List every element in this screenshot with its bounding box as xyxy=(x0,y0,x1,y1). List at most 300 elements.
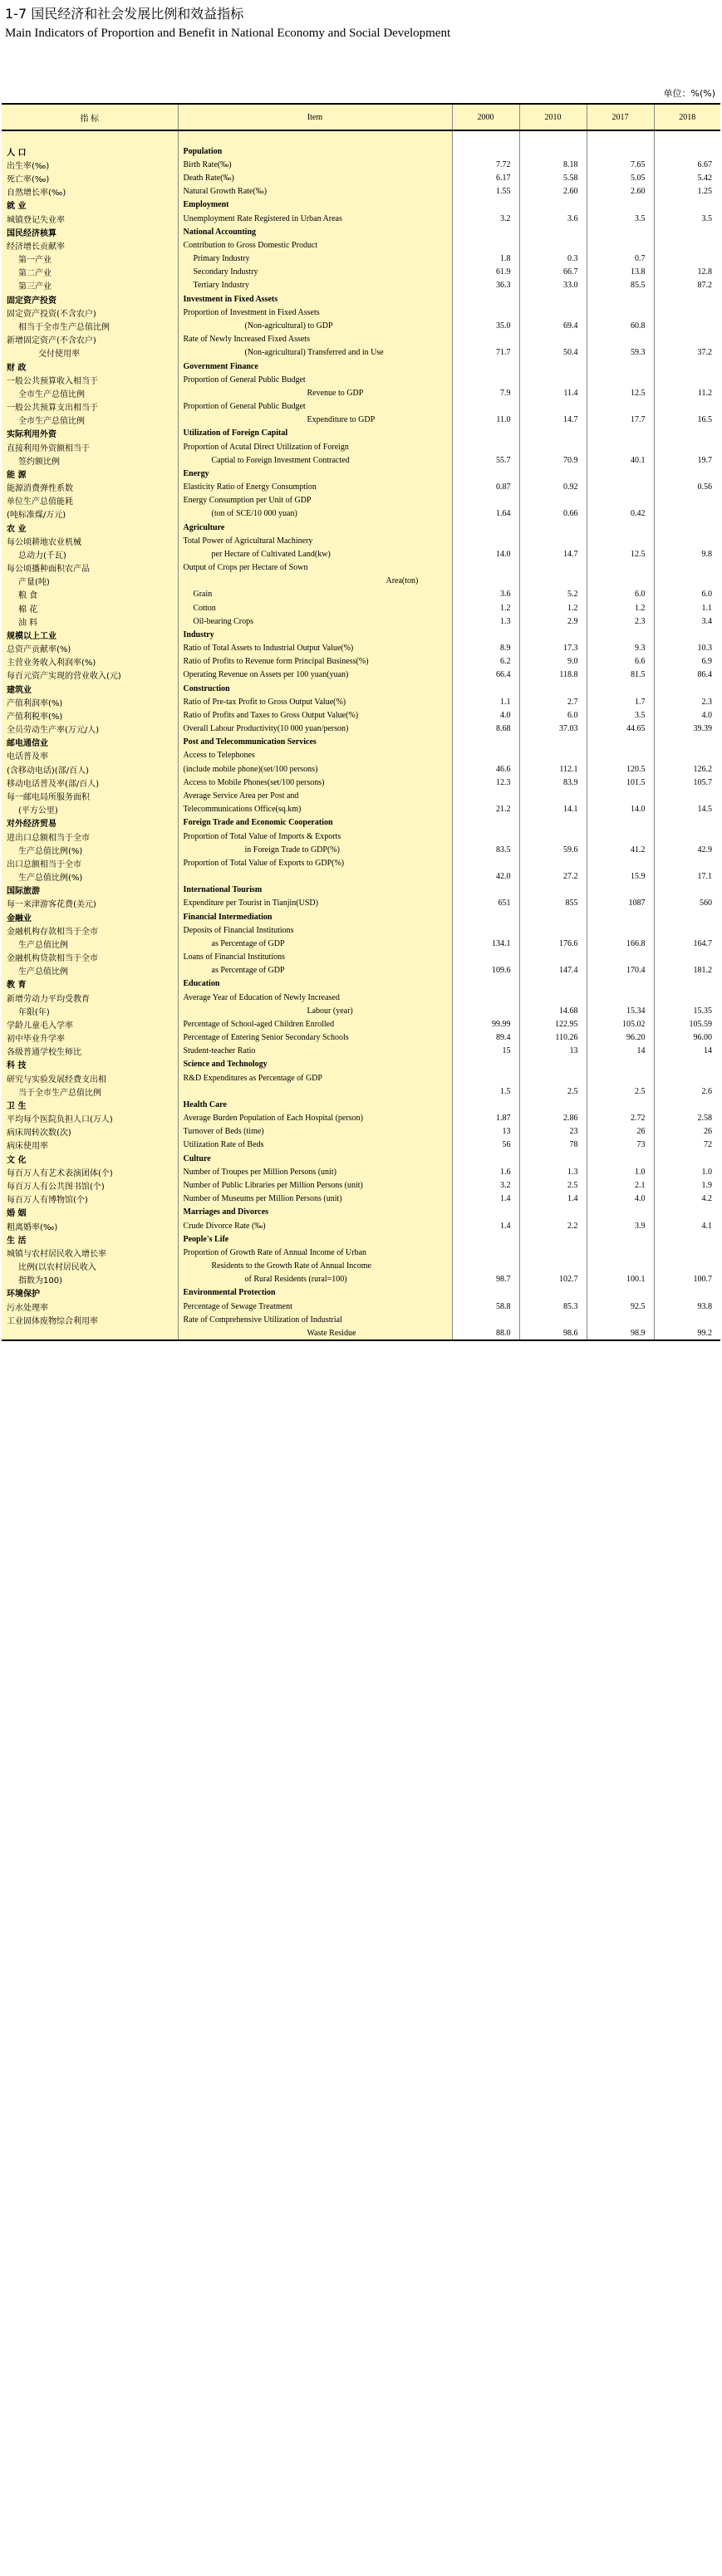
indicator-en: Death Rate(‰) xyxy=(178,172,452,185)
value-2000: 1.1 xyxy=(452,695,519,708)
value-2010 xyxy=(519,494,587,507)
table-row xyxy=(2,561,720,575)
value-2010: 112.1 xyxy=(519,762,587,776)
section-row xyxy=(2,1286,720,1300)
indicator-cn: 规模以上工业 xyxy=(2,628,178,641)
value-2010 xyxy=(519,238,587,252)
indicator-en: Employment xyxy=(178,198,452,212)
value-2000: 83.5 xyxy=(452,843,519,856)
indicator-cn: 第二产业 xyxy=(2,266,178,279)
value-2000: 651 xyxy=(452,897,519,910)
value-2018: 181.2 xyxy=(654,964,720,977)
value-2017: 1.0 xyxy=(587,1165,654,1178)
indicator-cn: 产值利润率(%) xyxy=(2,695,178,708)
table-row xyxy=(2,937,720,950)
value-2010: 102.7 xyxy=(519,1273,587,1286)
value-2010: 6.0 xyxy=(519,708,587,722)
indicator-cn: 出口总额相当于全市 xyxy=(2,856,178,869)
value-2017 xyxy=(587,628,654,641)
section-row xyxy=(2,1232,720,1246)
indicator-cn: 出生率(‰) xyxy=(2,158,178,171)
value-2017: 98.9 xyxy=(587,1326,654,1340)
table-row xyxy=(2,1313,720,1326)
indicator-en xyxy=(178,130,452,144)
value-2010: 17.3 xyxy=(519,642,587,655)
value-2000 xyxy=(452,1286,519,1300)
value-2017: 12.5 xyxy=(587,386,654,399)
header-row xyxy=(2,104,720,130)
value-2018: 39.39 xyxy=(654,722,720,736)
indicator-en: Proportion of General Public Budget xyxy=(178,399,452,413)
value-2017 xyxy=(587,333,654,346)
value-2017 xyxy=(587,910,654,923)
value-2000: 11.0 xyxy=(452,414,519,427)
value-2017: 3.9 xyxy=(587,1219,654,1232)
value-2017: 2.72 xyxy=(587,1112,654,1125)
value-2018: 14.5 xyxy=(654,803,720,816)
value-2000 xyxy=(452,399,519,413)
table-row xyxy=(2,319,720,332)
indicator-en: National Accounting xyxy=(178,225,452,238)
indicator-cn: 就 业 xyxy=(2,198,178,212)
indicator-en: Average Burden Population of Each Hospital (person) xyxy=(178,1112,452,1125)
indicator-en: Operating Revenue on Assets per 100 yuan(yuan) xyxy=(178,668,452,682)
table-row xyxy=(2,1139,720,1152)
value-2017: 5.05 xyxy=(587,172,654,185)
indicator-cn: 棉 花 xyxy=(2,601,178,615)
value-2018 xyxy=(654,1071,720,1085)
indicator-en: Number of Troupes per Million Persons (unit) xyxy=(178,1165,452,1178)
value-2018: 3.4 xyxy=(654,615,720,628)
value-2010 xyxy=(519,360,587,373)
indicator-cn: 病床周转次数(次) xyxy=(2,1125,178,1139)
value-2018: 42.9 xyxy=(654,843,720,856)
value-2010: 50.4 xyxy=(519,346,587,360)
value-2000 xyxy=(452,225,519,238)
value-2010 xyxy=(519,575,587,588)
value-2018: 164.7 xyxy=(654,937,720,950)
table-row xyxy=(2,1112,720,1125)
value-2018: 9.8 xyxy=(654,547,720,561)
value-2000 xyxy=(452,467,519,480)
indicator-en: Ratio of Profits to Revenue form Principal Business(%) xyxy=(178,655,452,668)
value-2010: 69.4 xyxy=(519,319,587,332)
value-2000: 7.72 xyxy=(452,158,519,171)
indicator-cn: 第三产业 xyxy=(2,279,178,292)
value-2017: 2.3 xyxy=(587,615,654,628)
value-2000 xyxy=(452,1152,519,1165)
value-2000 xyxy=(452,534,519,547)
indicator-en: International Tourism xyxy=(178,884,452,897)
value-2010: 8.18 xyxy=(519,158,587,171)
value-2018: 6.9 xyxy=(654,655,720,668)
value-2010: 14.68 xyxy=(519,1004,587,1017)
value-2018 xyxy=(654,306,720,319)
value-2017 xyxy=(587,480,654,493)
value-2017: 14.0 xyxy=(587,803,654,816)
value-2000 xyxy=(452,950,519,963)
header-year-2000: 2000 xyxy=(452,104,519,130)
value-2017: 44.65 xyxy=(587,722,654,736)
indicator-en: Science and Technology xyxy=(178,1058,452,1071)
table-row xyxy=(2,1125,720,1139)
table-row xyxy=(2,185,720,198)
table-row xyxy=(2,1300,720,1313)
table-row xyxy=(2,1017,720,1031)
indicator-cn: 主营业务收入利润率(%) xyxy=(2,655,178,668)
indicator-cn: 进出口总额相当于全市 xyxy=(2,830,178,843)
value-2000: 134.1 xyxy=(452,937,519,950)
indicator-cn: 单位生产总值能耗 xyxy=(2,494,178,507)
section-row xyxy=(2,977,720,991)
indicator-en: Utilization Rate of Beds xyxy=(178,1139,452,1152)
section-row xyxy=(2,225,720,238)
value-2000: 1.4 xyxy=(452,1219,519,1232)
indicator-en: Utilization of Foreign Capital xyxy=(178,427,452,440)
value-2017: 0.42 xyxy=(587,507,654,521)
value-2010 xyxy=(519,749,587,762)
indicator-en: Number of Public Libraries per Million Persons (unit) xyxy=(178,1178,452,1192)
value-2000 xyxy=(452,977,519,991)
value-2018: 100.7 xyxy=(654,1273,720,1286)
value-2017 xyxy=(587,1286,654,1300)
value-2018 xyxy=(654,521,720,534)
indicator-cn: 金融业 xyxy=(2,910,178,923)
value-2017: 2.1 xyxy=(587,1178,654,1192)
indicator-en: Natural Growth Rate(‰) xyxy=(178,185,452,198)
value-2017: 81.5 xyxy=(587,668,654,682)
value-2017: 17.7 xyxy=(587,414,654,427)
indicator-en: Overall Labour Productivity(10 000 yuan/person) xyxy=(178,722,452,736)
table-row xyxy=(2,130,720,144)
value-2017: 2.5 xyxy=(587,1085,654,1098)
value-2010 xyxy=(519,225,587,238)
section-row xyxy=(2,1058,720,1071)
indicator-en: (Non-agricultural) to GDP xyxy=(178,319,452,332)
indicator-cn: 总动力(千瓦) xyxy=(2,547,178,561)
value-2000: 1.55 xyxy=(452,185,519,198)
value-2000 xyxy=(452,292,519,306)
table-row xyxy=(2,601,720,615)
value-2017: 26 xyxy=(587,1125,654,1139)
value-2018: 72 xyxy=(654,1139,720,1152)
indicator-en: Number of Museums per Million Persons (unit) xyxy=(178,1193,452,1206)
value-2010 xyxy=(519,950,587,963)
value-2017 xyxy=(587,467,654,480)
indicator-cn: 油 料 xyxy=(2,615,178,628)
table-row xyxy=(2,776,720,789)
value-2000 xyxy=(452,736,519,749)
value-2010 xyxy=(519,198,587,212)
value-2000: 8.68 xyxy=(452,722,519,736)
value-2017 xyxy=(587,1313,654,1326)
value-cell xyxy=(587,130,654,144)
value-2017 xyxy=(587,1232,654,1246)
value-2010 xyxy=(519,292,587,306)
value-2017: 170.4 xyxy=(587,964,654,977)
value-2010: 14.7 xyxy=(519,547,587,561)
value-2000: 109.6 xyxy=(452,964,519,977)
value-2018: 96.00 xyxy=(654,1031,720,1045)
value-2000 xyxy=(452,521,519,534)
value-2010 xyxy=(519,1313,587,1326)
header-indicator-cn: 指 标 xyxy=(2,104,178,130)
value-2017: 2.60 xyxy=(587,185,654,198)
section-row xyxy=(2,736,720,749)
table-row xyxy=(2,642,720,655)
value-2017 xyxy=(587,1152,654,1165)
indicator-cn: 指数为100) xyxy=(2,1273,178,1286)
value-2018 xyxy=(654,789,720,802)
table-row xyxy=(2,615,720,628)
value-2017 xyxy=(587,373,654,386)
value-2000 xyxy=(452,561,519,575)
table-row xyxy=(2,494,720,507)
table-row xyxy=(2,480,720,493)
value-2000 xyxy=(452,144,519,158)
table-row xyxy=(2,749,720,762)
value-2010 xyxy=(519,1286,587,1300)
value-2018 xyxy=(654,991,720,1004)
indicator-en: Crude Divorce Rate (‰) xyxy=(178,1219,452,1232)
indicator-cn: 污水处理率 xyxy=(2,1300,178,1313)
value-2000: 3.6 xyxy=(452,588,519,601)
value-2017 xyxy=(587,360,654,373)
indicator-cn: 第一产业 xyxy=(2,252,178,266)
table-row xyxy=(2,588,720,601)
indicator-cn: 每百万人有公共图书馆(个) xyxy=(2,1178,178,1192)
indicator-cn: 相当于全市生产总值比例 xyxy=(2,319,178,332)
value-2000: 12.3 xyxy=(452,776,519,789)
section-row xyxy=(2,198,720,212)
indicator-en: Percentage of School-aged Children Enrolled xyxy=(178,1017,452,1031)
value-2017: 96.20 xyxy=(587,1031,654,1045)
value-2018 xyxy=(654,749,720,762)
indicator-cn: 全市生产总值比例 xyxy=(2,414,178,427)
table-row xyxy=(2,386,720,399)
indicator-en: Output of Crops per Hectare of Sown xyxy=(178,561,452,575)
value-2017: 166.8 xyxy=(587,937,654,950)
value-2017 xyxy=(587,682,654,695)
indicator-en: Post and Telecommunication Services xyxy=(178,736,452,749)
header-item-en: Item xyxy=(178,104,452,130)
value-2017 xyxy=(587,950,654,963)
value-2000 xyxy=(452,238,519,252)
value-2010: 1.3 xyxy=(519,1165,587,1178)
indicator-en: Agriculture xyxy=(178,521,452,534)
value-2018: 12.8 xyxy=(654,266,720,279)
value-2010: 33.0 xyxy=(519,279,587,292)
indicator-cn: 婚 姻 xyxy=(2,1206,178,1219)
value-2018 xyxy=(654,950,720,963)
indicator-en: Percentage of Sewage Treatment xyxy=(178,1300,452,1313)
indicator-en: Total Power of Agricultural Machinery xyxy=(178,534,452,547)
value-2010: 5.2 xyxy=(519,588,587,601)
table-row xyxy=(2,722,720,736)
value-2000: 99.99 xyxy=(452,1017,519,1031)
value-2000 xyxy=(452,1313,519,1326)
indicator-cn: 每一来津游客花费(美元) xyxy=(2,897,178,910)
value-2017 xyxy=(587,198,654,212)
section-row xyxy=(2,816,720,830)
value-2018 xyxy=(654,1232,720,1246)
indicator-en: Waste Residue xyxy=(178,1326,452,1340)
value-2018: 4.2 xyxy=(654,1193,720,1206)
indicator-en: Birth Rate(‰) xyxy=(178,158,452,171)
indicator-cn: 环境保护 xyxy=(2,1286,178,1300)
table-row xyxy=(2,1326,720,1340)
indicator-en: Energy Consumption per Unit of GDP xyxy=(178,494,452,507)
value-2017 xyxy=(587,575,654,588)
value-2010: 855 xyxy=(519,897,587,910)
indicator-en: Rate of Comprehensive Utilization of Industrial xyxy=(178,1313,452,1326)
value-2000 xyxy=(452,1098,519,1111)
indicator-cn: 每公顷耕地农业机械 xyxy=(2,534,178,547)
value-2000: 7.9 xyxy=(452,386,519,399)
indicator-en: Turnover of Beds (time) xyxy=(178,1125,452,1139)
value-2018 xyxy=(654,1206,720,1219)
section-row xyxy=(2,360,720,373)
value-2000: 88.0 xyxy=(452,1326,519,1340)
indicator-en: Proportion of Total Value of Exports to GDP(%) xyxy=(178,856,452,869)
indicator-en: Oil-bearing Crops xyxy=(178,615,452,628)
value-2010 xyxy=(519,1058,587,1071)
value-2000 xyxy=(452,789,519,802)
indicator-cn: 农 业 xyxy=(2,521,178,534)
indicator-en: Unemployment Rate Registered in Urban Areas xyxy=(178,212,452,225)
indicator-cn: 每百万人有艺术表演团体(个) xyxy=(2,1165,178,1178)
value-2017: 14 xyxy=(587,1045,654,1058)
indicator-cn: 金融机构存款相当于全市 xyxy=(2,923,178,937)
indicator-cn: 当于全市生产总值比例 xyxy=(2,1085,178,1098)
table-title-english: Main Indicators of Proportion and Benefit in National Economy and Social Development xyxy=(5,27,451,40)
table-row xyxy=(2,373,720,386)
value-2018: 2.6 xyxy=(654,1085,720,1098)
value-2010: 176.6 xyxy=(519,937,587,950)
value-2018 xyxy=(654,884,720,897)
indicator-cn: 生产总值比例(%) xyxy=(2,843,178,856)
value-2010: 66.7 xyxy=(519,266,587,279)
value-2018 xyxy=(654,198,720,212)
value-2010 xyxy=(519,427,587,440)
value-2018: 3.5 xyxy=(654,212,720,225)
value-2010: 0.66 xyxy=(519,507,587,521)
value-2018 xyxy=(654,1058,720,1071)
indicator-cn: 签约额比例 xyxy=(2,453,178,467)
table-row xyxy=(2,172,720,185)
table-row xyxy=(2,856,720,869)
value-2010: 2.60 xyxy=(519,185,587,198)
value-2010 xyxy=(519,1098,587,1111)
value-2010 xyxy=(519,977,587,991)
table-row xyxy=(2,708,720,722)
indicator-en: Proportion of General Public Budget xyxy=(178,373,452,386)
value-2010 xyxy=(519,144,587,158)
indicator-cn xyxy=(2,1326,178,1340)
indicator-cn: 生产总值比例 xyxy=(2,964,178,977)
indicator-en: Education xyxy=(178,977,452,991)
value-2017 xyxy=(587,1259,654,1272)
value-2018: 5.42 xyxy=(654,172,720,185)
indicator-en: Government Finance xyxy=(178,360,452,373)
indicator-cn: 产值利税率(%) xyxy=(2,708,178,722)
value-2017: 100.1 xyxy=(587,1273,654,1286)
indicator-en xyxy=(178,869,452,883)
value-2018: 37.2 xyxy=(654,346,720,360)
section-row xyxy=(2,292,720,306)
table-row xyxy=(2,266,720,279)
table-row xyxy=(2,534,720,547)
indicator-cn: 生 活 xyxy=(2,1232,178,1246)
value-cell xyxy=(519,130,587,144)
table-row xyxy=(2,1071,720,1085)
value-2017: 9.3 xyxy=(587,642,654,655)
value-2018: 16.5 xyxy=(654,414,720,427)
value-2017 xyxy=(587,977,654,991)
value-2010: 27.2 xyxy=(519,869,587,883)
indicator-cn: 每百元资产实现的营业收入(元) xyxy=(2,668,178,682)
table-row xyxy=(2,897,720,910)
value-2000 xyxy=(452,427,519,440)
indicator-en: Loans of Financial Institutions xyxy=(178,950,452,963)
indicator-en: (ton of SCE/10 000 yuan) xyxy=(178,507,452,521)
indicator-cn: 城镇与农村居民收入增长率 xyxy=(2,1246,178,1259)
table-row xyxy=(2,306,720,319)
value-2010: 83.9 xyxy=(519,776,587,789)
header-year-2017: 2017 xyxy=(587,104,654,130)
table-row xyxy=(2,991,720,1004)
value-2010 xyxy=(519,1232,587,1246)
value-2017: 101.5 xyxy=(587,776,654,789)
value-2010 xyxy=(519,467,587,480)
value-2017 xyxy=(587,306,654,319)
value-2018: 560 xyxy=(654,897,720,910)
indicator-table xyxy=(2,103,720,1341)
value-2017 xyxy=(587,736,654,749)
value-2000 xyxy=(452,494,519,507)
value-2010 xyxy=(519,910,587,923)
value-2000: 21.2 xyxy=(452,803,519,816)
value-2010 xyxy=(519,816,587,830)
value-2010: 1.4 xyxy=(519,1193,587,1206)
indicator-cn: 生产总值比例(%) xyxy=(2,869,178,883)
indicator-cn: 每公顷播种面积农产品 xyxy=(2,561,178,575)
value-cell xyxy=(654,130,720,144)
value-2018: 17.1 xyxy=(654,869,720,883)
table-row xyxy=(2,964,720,977)
table-row xyxy=(2,453,720,467)
value-2017 xyxy=(587,1058,654,1071)
value-2010 xyxy=(519,306,587,319)
indicator-cn: 实际利用外资 xyxy=(2,427,178,440)
indicator-en: Investment in Fixed Assets xyxy=(178,292,452,306)
indicator-cn: 对外经济贸易 xyxy=(2,816,178,830)
indicator-cn: 新增固定资产(不含农户) xyxy=(2,333,178,346)
table-row xyxy=(2,668,720,682)
indicator-cn: (含移动电话)(部/百人) xyxy=(2,762,178,776)
table-row xyxy=(2,1219,720,1232)
value-2017 xyxy=(587,494,654,507)
value-2000: 1.4 xyxy=(452,1193,519,1206)
value-2010: 14.7 xyxy=(519,414,587,427)
value-2018 xyxy=(654,360,720,373)
value-2010 xyxy=(519,991,587,1004)
value-2018 xyxy=(654,534,720,547)
value-2018: 2.3 xyxy=(654,695,720,708)
table-row xyxy=(2,440,720,453)
indicator-en: Proportion of Total Value of Imports & Exports xyxy=(178,830,452,843)
value-2000: 1.6 xyxy=(452,1165,519,1178)
